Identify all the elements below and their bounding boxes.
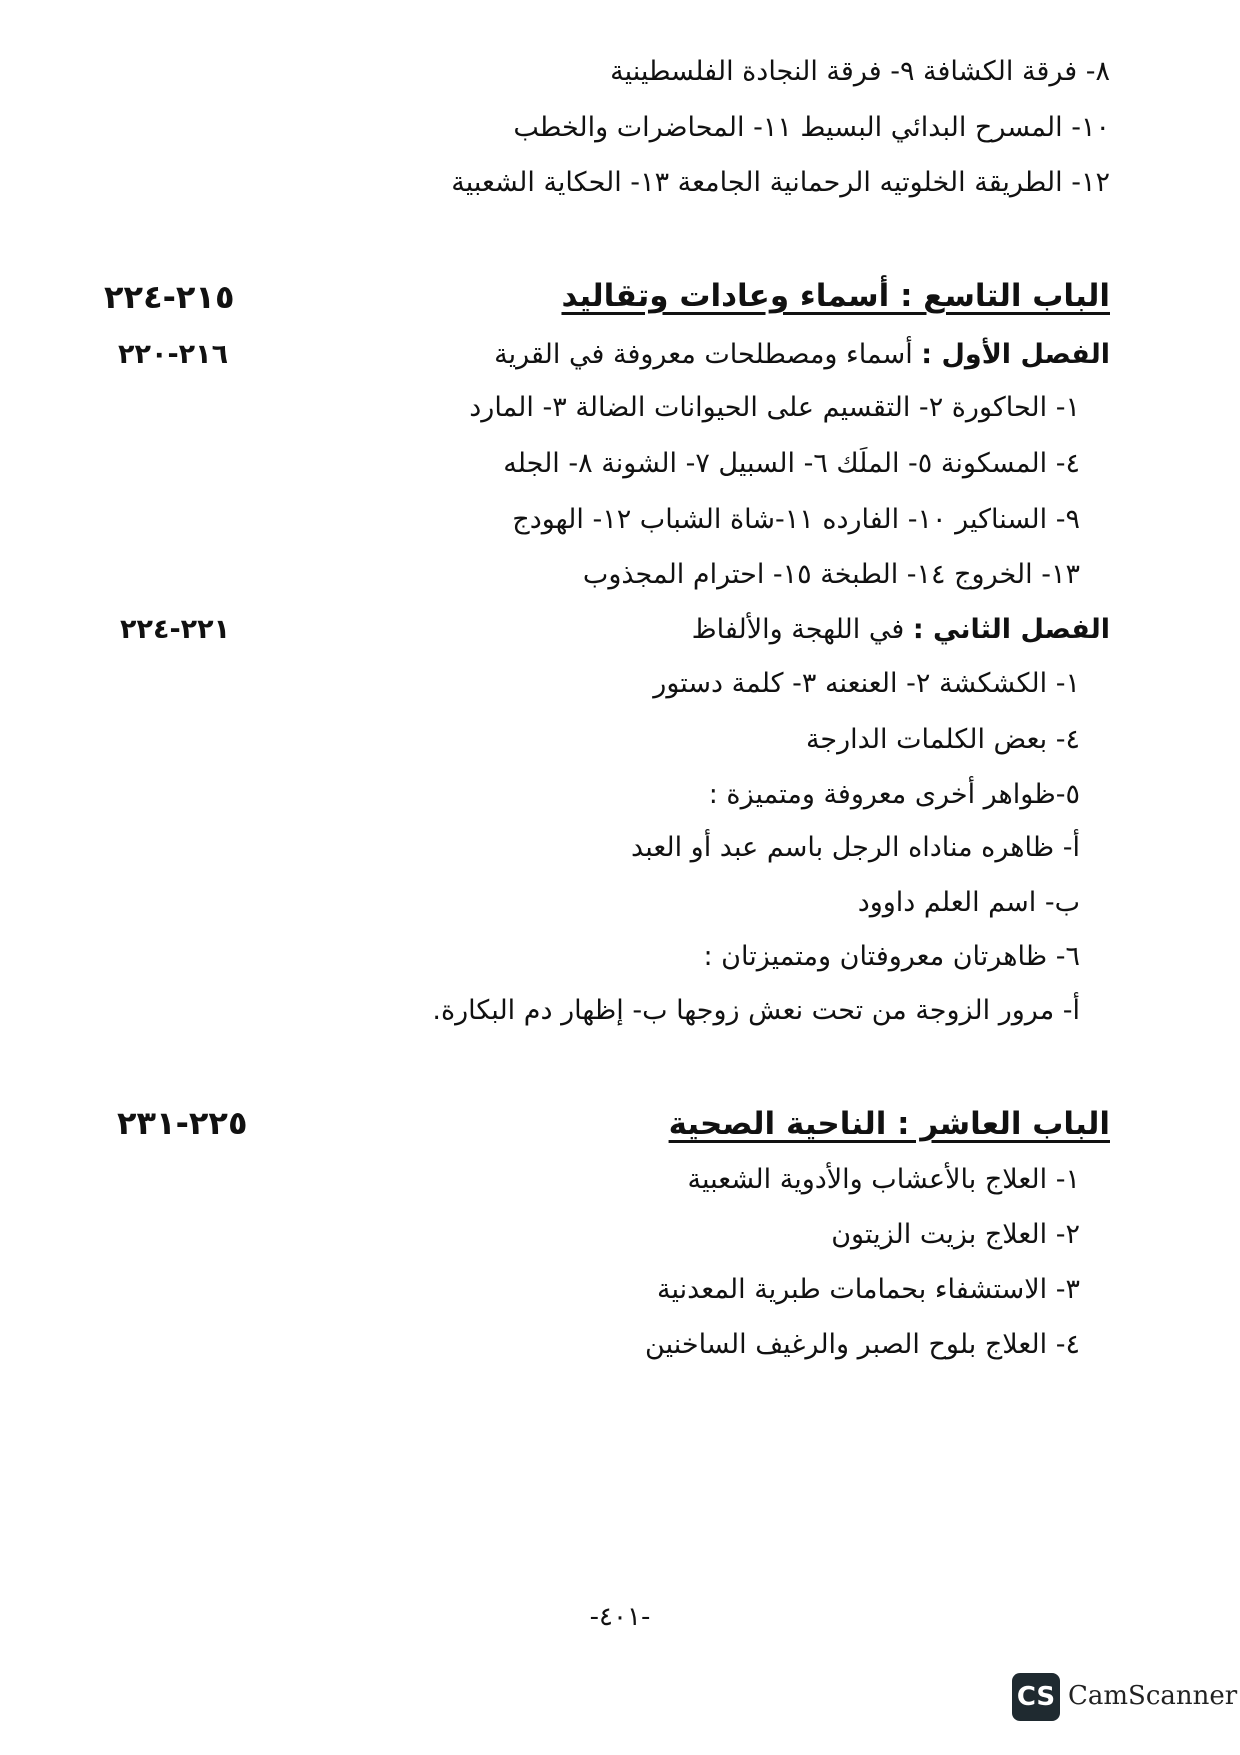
camscanner-logo-icon: CS [1012,1673,1060,1721]
list-line-10-11: ١٠- المسرح البدائي البسيط ١١- المحاضرات والخطب [513,112,1110,143]
section-10-pages: ٢٢٥-٢٣١ [117,1104,248,1142]
chapter-2-label: الفصل الثاني : [912,614,1110,645]
section-10-item: ٣- الاستشفاء بحمامات طبرية المعدنية [656,1274,1080,1305]
section-9-title: الباب التاسع : أسماء وعادات وتقاليد [561,278,1110,314]
chapter-1-heading [494,337,1110,373]
section-10-item: ٢- العلاج بزيت الزيتون [831,1219,1080,1250]
list-line-12-13: ١٢- الطريقة الخلوتيه الرحمانية الجامعة ١٣- الحكاية الشعبية [451,167,1110,198]
chapter-2-item-line: ١- الكشكشة ٢- العنعنه ٣- كلمة دستور [653,668,1080,699]
section-10-title: الباب العاشر : الناحية الصحية [668,1106,1110,1142]
chapter-1-title: أسماء ومصطلحات معروفة في القرية [494,339,913,370]
chapter-2-item-line: ٤- بعض الكلمات الدارجة [805,724,1080,755]
chapter-2-heading [692,612,1110,648]
chapter-2-pages: ٢٢١-٢٢٤ [120,614,231,645]
chapter-1-item-line: ١- الحاكورة ٢- التقسيم على الحيوانات الضالة ٣- المارد [469,392,1080,423]
chapter-2-subitem: ب- اسم العلم داوود [857,887,1080,918]
chapter-1-item-line: ١٣- الخروج ١٤- الطبخة ١٥- احترام المجذوب [582,559,1080,590]
section-9-pages: ٢١٥-٢٢٤ [104,278,235,316]
camscanner-watermark: CamScanner [1068,1681,1238,1711]
chapter-2-item-6: ٦- ظاهرتان معروفتان ومتميزتان : [703,941,1080,972]
chapter-2-subitem-6: أ- مرور الزوجة من تحت نعش زوجها ب- إظهار دم البكارة. [432,995,1080,1026]
chapter-2-item-line: ٥-ظواهر أخرى معروفة ومتميزة : [708,779,1080,810]
chapter-1-label: الفصل الأول : [921,339,1110,370]
list-line-8-9: ٨- فرقة الكشافة ٩- فرقة النجادة الفلسطينية [610,56,1110,87]
page-number: -٤٠١- [589,1602,651,1632]
chapter-2-subitem: أ- ظاهره مناداه الرجل باسم عبد أو العبد [631,832,1080,863]
chapter-2-title: في اللهجة والألفاظ [691,614,905,645]
chapter-1-item-line: ٩- السناكير ١٠- الفارده ١١-شاة الشباب ١٢- الهودج [512,504,1080,535]
chapter-1-pages: ٢١٦-٢٢٠ [118,339,229,370]
section-10-item: ٤- العلاج بلوح الصبر والرغيف الساخنين [645,1329,1080,1360]
chapter-1-item-line: ٤- المسكونة ٥- الملَك ٦- السبيل ٧- الشونة ٨- الجله [503,448,1080,479]
section-10-item: ١- العلاج بالأعشاب والأدوية الشعبية [687,1164,1080,1195]
